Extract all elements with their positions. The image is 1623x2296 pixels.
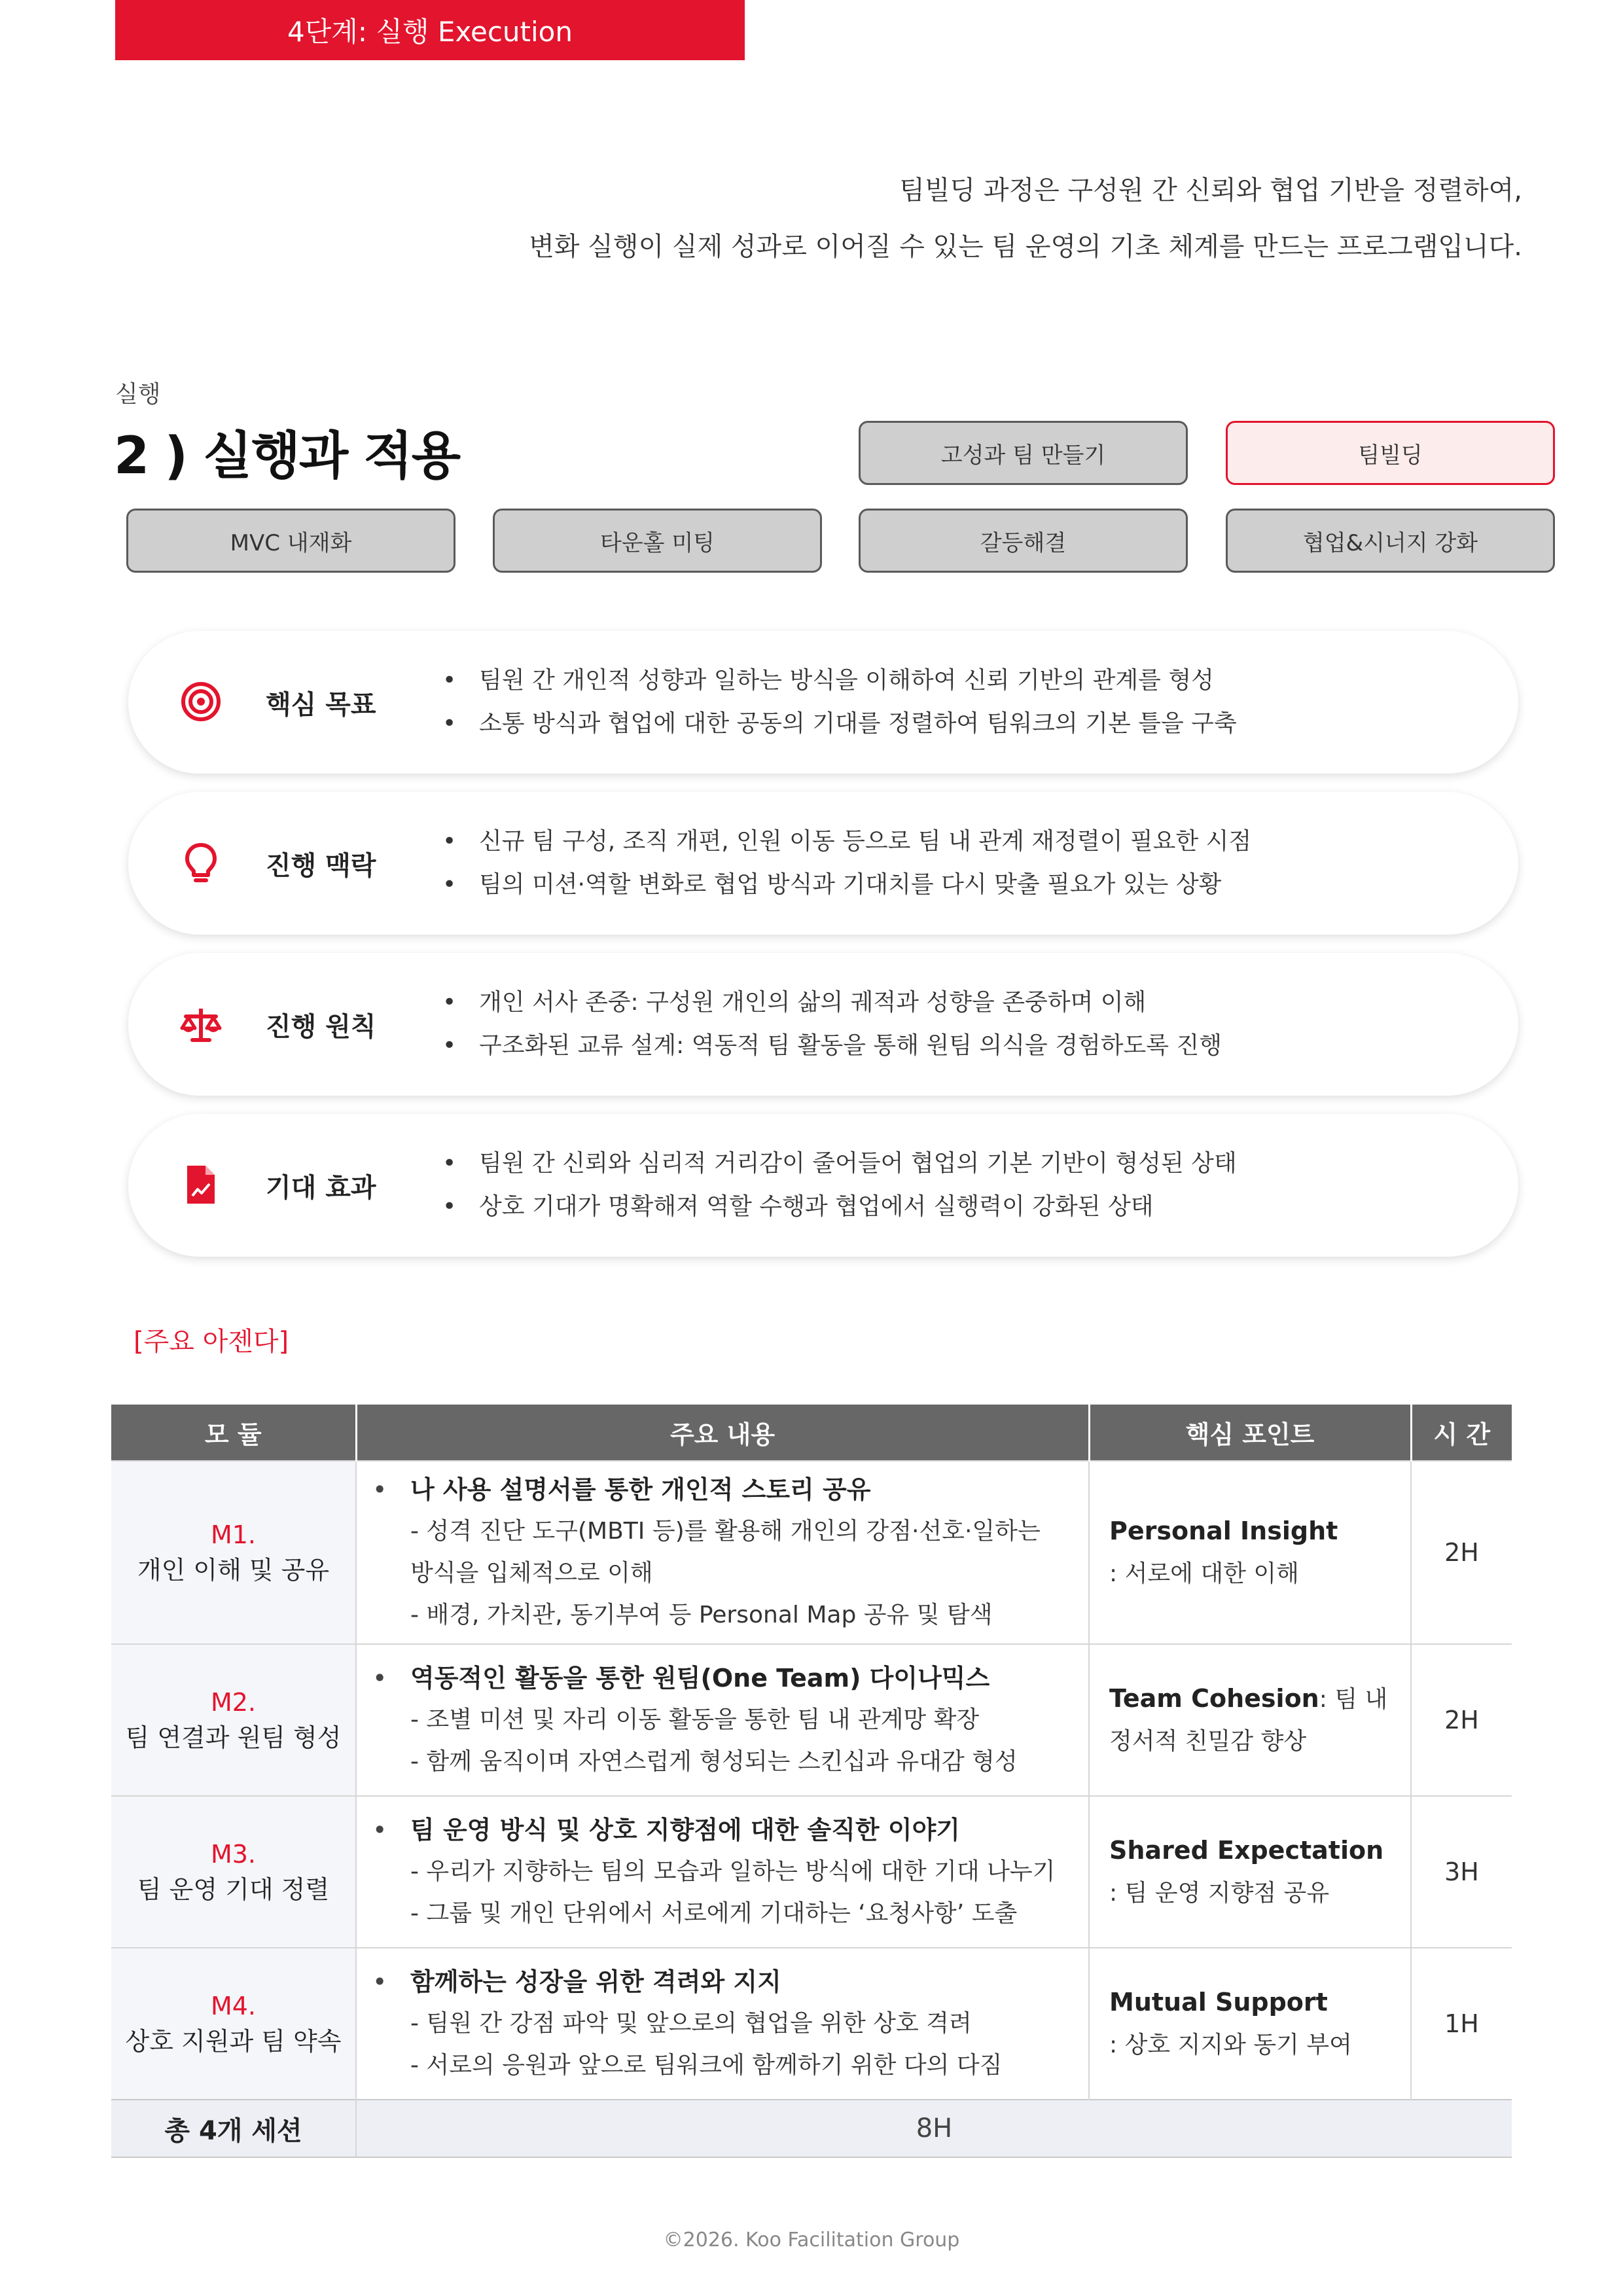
- content-line: - 그룹 및 개인 단위에서 서로에게 기대하는 ‘요청사항’ 도출: [410, 1900, 1018, 1927]
- info-label: 핵심 목표: [266, 689, 376, 720]
- info-item: • 신규 팀 구성, 조직 개편, 인원 이동 등으로 팀 내 관계 재정렬이 필요한 시점: [442, 820, 1251, 863]
- point-english: Personal Insight: [1109, 1516, 1338, 1545]
- table-row: [111, 1948, 1512, 2100]
- point-english: Team Cohesion: [1109, 1684, 1319, 1713]
- info-card-goal: [128, 631, 1518, 774]
- table-header-row: [111, 1405, 1512, 1461]
- time-cell: 2H: [1411, 1461, 1512, 1644]
- module-code: M2.: [210, 1688, 257, 1717]
- info-item: • 팀의 미션·역할 변화로 협업 방식과 기대치를 다시 맞출 필요가 있는 상황: [442, 863, 1251, 906]
- module-cell: [111, 1461, 356, 1644]
- header-time: 시 간: [1411, 1405, 1512, 1461]
- time-cell: 2H: [1411, 1644, 1512, 1796]
- module-code: M3.: [210, 1840, 257, 1869]
- info-list: [442, 792, 1251, 935]
- stage-tag: 4단계: 실행 Execution: [115, 0, 745, 60]
- footer-copyright: ©2026. Koo Facilitation Group: [663, 2229, 960, 2251]
- module-code: M4.: [210, 1992, 257, 2020]
- content-line: 방식을 입체적으로 이해: [410, 1560, 653, 1587]
- point-cell: [1089, 1796, 1411, 1948]
- module-cell: [111, 1644, 356, 1796]
- content-line: - 우리가 지향하는 팀의 모습과 일하는 방식에 대한 기대 나누기: [410, 1858, 1056, 1885]
- tab-townhall[interactable]: 타운홀 미팅: [493, 509, 822, 573]
- document-chart-icon: [179, 1163, 223, 1206]
- info-card-context: [128, 792, 1518, 935]
- info-item: • 소통 방식과 협업에 대한 공동의 기대를 정렬하여 팀워크의 기본 틀을 구축: [442, 702, 1237, 745]
- intro-text: [529, 162, 1522, 275]
- info-item: • 구조화된 교류 설계: 역동적 팀 활동을 통해 원팀 의식을 경험하도록 진행: [442, 1024, 1222, 1067]
- lightbulb-icon: [179, 841, 223, 884]
- tab-collaboration[interactable]: 협업&시너지 강화: [1226, 509, 1555, 573]
- section-title: 2 ) 실행과 적용: [114, 427, 460, 486]
- point-cell: [1089, 1948, 1411, 2100]
- info-item: • 팀원 간 신뢰와 심리적 거리감이 줄어들어 협업의 기본 기반이 형성된 상태: [442, 1142, 1237, 1185]
- info-list: [442, 953, 1222, 1096]
- content-cell: [356, 1948, 1089, 2100]
- content-heading: • 나 사용 설명서를 통한 개인적 스토리 공유: [372, 1469, 1088, 1511]
- content-line: - 성격 진단 도구(MBTI 등)를 활용해 개인의 강점·선호·일하는: [410, 1518, 1041, 1545]
- info-item: • 상호 기대가 명확해져 역할 수행과 협업에서 실행력이 강화된 상태: [442, 1185, 1237, 1229]
- module-name: 개인 이해 및 공유: [137, 1556, 330, 1585]
- point-korean: : 서로에 대한 이해: [1109, 1560, 1299, 1587]
- tab-conflict[interactable]: 갈등해결: [859, 509, 1188, 573]
- content-line: - 서로의 응원과 앞으로 팀워크에 함께하기 위한 다의 다짐: [410, 2052, 1003, 2079]
- point-korean: : 팀 운영 지향점 공유: [1109, 1880, 1330, 1907]
- info-card-principle: [128, 953, 1518, 1096]
- table-row: [111, 1796, 1512, 1948]
- content-cell: [356, 1796, 1089, 1948]
- section-kicker: 실행: [115, 381, 161, 408]
- table-row: [111, 1461, 1512, 1644]
- content-line: - 배경, 가치관, 동기부여 등 Personal Map 공유 및 탐색: [410, 1602, 993, 1628]
- info-list: [442, 1114, 1237, 1257]
- content-cell: [356, 1644, 1089, 1796]
- intro-line-1: 팀빌딩 과정은 구성원 간 신뢰와 협업 기반을 정렬하여,: [899, 175, 1522, 206]
- module-code: M1.: [210, 1520, 257, 1549]
- tab-team-building[interactable]: 팀빌딩: [1226, 421, 1555, 485]
- info-card-effect: [128, 1114, 1518, 1257]
- intro-line-2: 변화 실행이 실제 성과로 이어질 수 있는 팀 운영의 기초 체계를 만드는 프로그램입니다.: [529, 232, 1522, 262]
- total-value: 8H: [356, 2100, 1512, 2157]
- time-cell: 3H: [1411, 1796, 1512, 1948]
- point-cell: [1089, 1461, 1411, 1644]
- content-heading: • 함께하는 성장을 위한 격려와 지지: [372, 1961, 1088, 2003]
- info-item: • 팀원 간 개인적 성향과 일하는 방식을 이해하여 신뢰 기반의 관계를 형성: [442, 659, 1237, 702]
- module-name: 팀 운영 기대 정렬: [137, 1875, 330, 1904]
- content-heading: • 팀 운영 방식 및 상호 지향점에 대한 솔직한 이야기: [372, 1809, 1088, 1851]
- total-label: 총 4개 세션: [111, 2100, 356, 2157]
- point-cell: [1089, 1644, 1411, 1796]
- module-name: 팀 연결과 원팀 형성: [125, 1723, 342, 1752]
- info-label: 진행 맥락: [266, 850, 376, 881]
- tab-high-performance-team[interactable]: 고성과 팀 만들기: [859, 421, 1188, 485]
- total-row: [111, 2100, 1512, 2157]
- tab-mvc[interactable]: MVC 내재화: [126, 509, 455, 573]
- time-cell: 1H: [1411, 1948, 1512, 2100]
- info-list: [442, 631, 1237, 774]
- point-korean: : 상호 지지와 동기 부여: [1109, 2032, 1352, 2058]
- content-line: - 팀원 간 강점 파악 및 앞으로의 협업을 위한 상호 격려: [410, 2010, 972, 2037]
- info-item: • 개인 서사 존중: 구성원 개인의 삶의 궤적과 성향을 존중하며 이해: [442, 981, 1222, 1024]
- header-content: 주요 내용: [356, 1405, 1089, 1461]
- point-english: Mutual Support: [1109, 1988, 1328, 2017]
- content-cell: [356, 1461, 1089, 1644]
- module-cell: [111, 1948, 356, 2100]
- module-name: 상호 지원과 팀 약속: [125, 2027, 342, 2056]
- point-korean: 정서적 친밀감 향상: [1109, 1728, 1307, 1755]
- module-cell: [111, 1796, 356, 1948]
- agenda-title: [주요 아젠다]: [134, 1327, 289, 1357]
- point-suffix: : 팀 내: [1319, 1686, 1388, 1713]
- content-heading: • 역동적인 활동을 통한 원팀(One Team) 다이나믹스: [372, 1657, 1088, 1699]
- point-english: Shared Expectation: [1109, 1836, 1384, 1865]
- content-line: - 함께 움직이며 자연스럽게 형성되는 스킨십과 유대감 형성: [410, 1748, 1018, 1775]
- balance-scale-icon: [179, 1002, 223, 1045]
- content-line: - 조별 미션 및 자리 이동 활동을 통한 팀 내 관계망 확장: [410, 1706, 980, 1733]
- header-module: 모 듈: [111, 1405, 356, 1461]
- header-point: 핵심 포인트: [1089, 1405, 1411, 1461]
- table-row: [111, 1644, 1512, 1796]
- info-label: 기대 효과: [266, 1172, 376, 1203]
- agenda-table: [111, 1405, 1512, 2158]
- info-label: 진행 원칙: [266, 1011, 376, 1042]
- target-icon: [179, 680, 223, 723]
